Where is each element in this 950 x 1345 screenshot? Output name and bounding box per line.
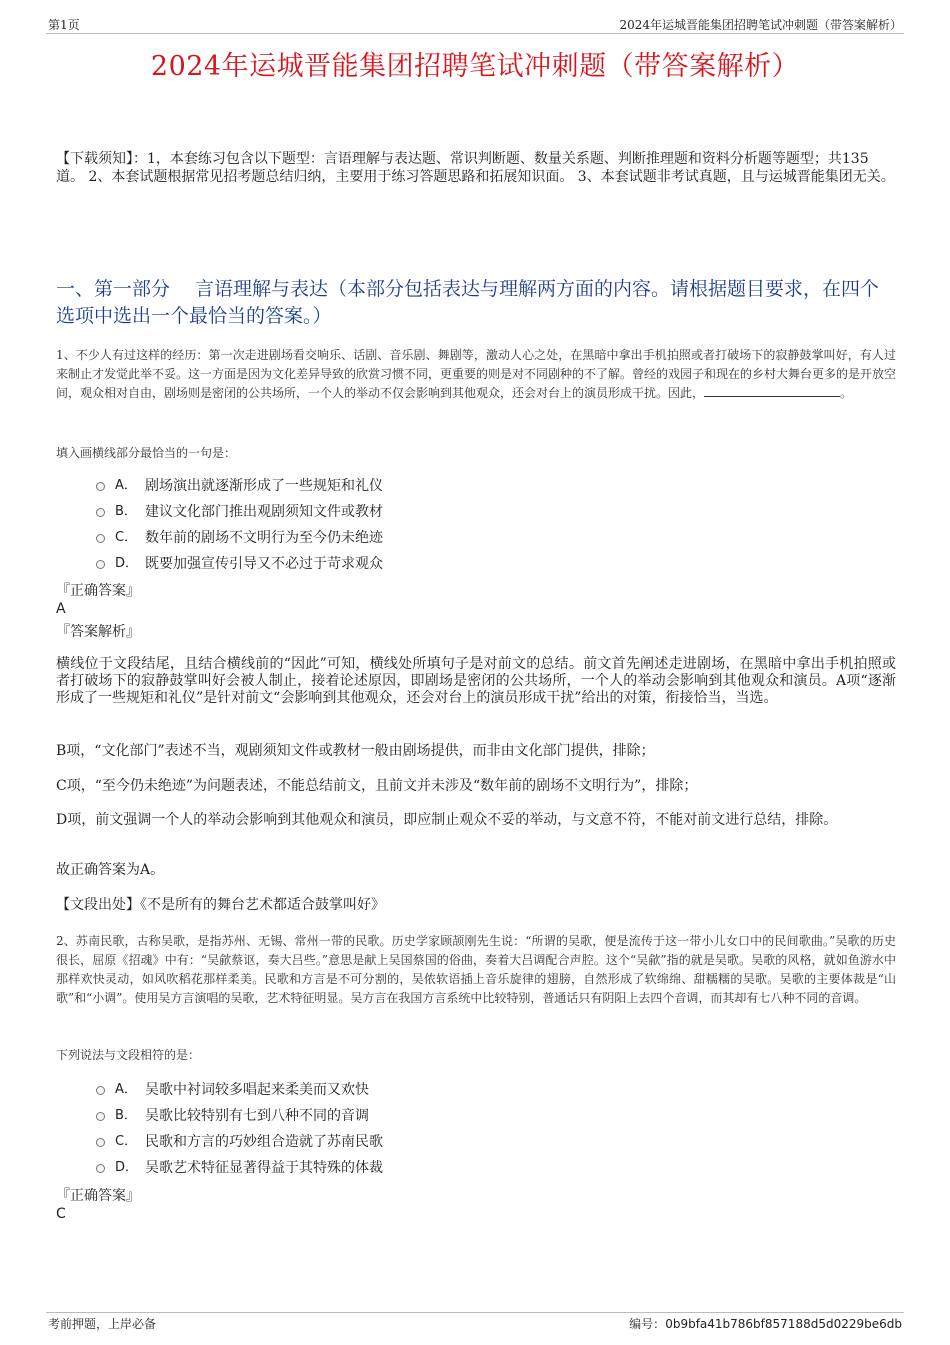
option-key: D．: [115, 556, 139, 571]
analysis-paragraph: B项，“文化部门”表述不当，观剧须知文件或教材一般由剧场提供，而非由文化部门提供，排除；: [56, 743, 655, 759]
radio-icon[interactable]: [96, 1164, 105, 1173]
analysis-paragraph: C项，“至今仍未绝迹”为问题表述，不能总结前文，且前文并未涉及“数年前的剧场不文明行为”，排除；: [56, 778, 698, 794]
option-text: 建议文化部门推出观剧须知文件或教材: [145, 504, 383, 520]
option-key: D．: [115, 1160, 139, 1175]
download-notice: 【下载须知】：1，本套练习包含以下题型：言语理解与表达题、常识判断题、数量关系题、判断推理题和资料分析题等题型；共135道。 2、本套试题根据常见招考题总结归纳，主要用于练习答题思路和拓展知识面。 3、本套试题非考试真题，且与运城晋能集团无关。: [56, 151, 895, 185]
radio-icon[interactable]: [96, 534, 105, 543]
question-2-text: 2、苏南民歌，古称吴歌，是指苏州、无锡、常州一带的民歌。历史学家顾颉刚先生说：“所谓的吴歌，便是流传于这一带小儿女口中的民间歌曲。”吴歌的历史很长，屈原《招魂》中有：“吴歈蔡讴，奏大吕些。”意思是献上吴国蔡国的俗曲，奏着大吕调配合声腔。这个“吴歈”指的就是吴歌。吴歌的风格，就如鱼游水中那样欢快灵动，如风吹稻花那样柔美。民歌和方言是不可分割的，吴侬软语插上音乐旋律的翅膀，自然形成了软绵绵、甜糯糯的吴歌。吴歌的主要体裁是“山歌”和“小调”。使用吴方言演唱的吴歌，艺术特征明显。吴方言在我国方言系统中比较特别，普通话只有阴阳上去四个音调，而其却有七八种不同的音调。: [56, 934, 896, 1005]
question-1-end: 。: [840, 386, 853, 400]
analysis-paragraph: 横线位于文段结尾，且结合横线前的“因此”可知，横线处所填句子是对前文的总结。前文首先阐述走进剧场，在黑暗中拿出手机拍照或者打破场下的寂静鼓掌叫好会被人制止，接着论述原因，即剧场是密闭的公共场所，一个人的举动会影响到其他观众和演员。A项“逐渐形成了一些规矩和礼仪”是针对前文“会影响到其他观众，还会对台上的演员形成干扰”给出的对策，衔接恰当，当选。: [56, 656, 896, 706]
option-key: B．: [115, 1108, 137, 1123]
option-key: B．: [115, 504, 137, 519]
question-2-prompt: 下列说法与文段相符的是：: [56, 1048, 201, 1062]
radio-icon[interactable]: [96, 560, 105, 569]
question-1-answer-label: 『正确答案』: [56, 583, 140, 599]
analysis-conclusion: 故正确答案为A。: [56, 862, 165, 878]
running-title: 2024年运城晋能集团招聘笔试冲刺题（带答案解析）: [619, 18, 902, 32]
question-1-answer: A: [56, 601, 66, 617]
option-text: 民歌和方言的巧妙组合造就了苏南民歌: [145, 1134, 383, 1150]
document-title: 2024年运城晋能集团招聘笔试冲刺题（带答案解析）: [150, 51, 800, 82]
question-1-text: [56, 346, 896, 403]
option-text: 吴歌比较特别有七到八种不同的音调: [145, 1108, 369, 1124]
radio-icon[interactable]: [96, 1138, 105, 1147]
option-text: 剧场演出就逐渐形成了一些规矩和礼仪: [145, 478, 383, 494]
option-key: A．: [115, 1082, 137, 1097]
question-1-analysis-label: 『答案解析』: [56, 624, 140, 640]
option-text: 数年前的剧场不文明行为至今仍未绝迹: [145, 530, 383, 546]
page-header: [46, 14, 904, 34]
page-number: 第1页: [48, 18, 80, 32]
option-text: 既要加强宣传引导又不必过于苛求观众: [145, 556, 383, 572]
document-code: [629, 1315, 902, 1332]
question-1-prompt: 填入画横线部分最恰当的一句是：: [56, 446, 237, 460]
option-key: A．: [115, 478, 137, 493]
question-1-body: 1、不少人有过这样的经历：第一次走进剧场看交响乐、话剧、音乐剧、舞剧等，激动人心之处，在黑暗中拿出手机拍照或者打破场下的寂静鼓掌叫好，有人过来制止才发觉此举不妥。这一方面是因为文化差异导致的欣赏习惯不同，更重要的则是对不同剧种的不了解。曾经的戏园子和现在的乡村大舞台更多的是开放空间，观众相对自由，剧场则是密闭的公共场所，一个人的举动不仅会影响到其他观众，还会对台上的演员形成干扰。因此，: [56, 348, 897, 400]
question-1-source: 【文段出处】《不是所有的舞台艺术都适合鼓掌叫好》: [56, 897, 385, 913]
option-text: 吴歌艺术特征显著得益于其特殊的体裁: [145, 1160, 383, 1176]
footer-slogan: 考前押题，上岸必备: [48, 1317, 157, 1331]
radio-icon[interactable]: [96, 482, 105, 491]
section-heading: 一、第一部分 言语理解与表达（本部分包括表达与理解两方面的内容。请根据题目要求，在四个选项中选出一个最恰当的答案。）: [56, 278, 880, 327]
radio-icon[interactable]: [96, 1086, 105, 1095]
option-key: C．: [115, 1134, 138, 1149]
question-2-answer-label: 『正确答案』: [56, 1188, 140, 1204]
option-text: 吴歌中衬词较多唱起来柔美而又欢快: [145, 1082, 369, 1098]
option-key: C．: [115, 530, 138, 545]
code-value: 0b9bfa41b786bf857188d5d0229be6db: [665, 1317, 902, 1331]
analysis-paragraph: D项，前文强调一个人的举动会影响到其他观众和演员，即应制止观众不妥的举动，与文意不符，不能对前文进行总结，排除。: [56, 812, 838, 828]
question-2-answer: C: [56, 1206, 66, 1222]
radio-icon[interactable]: [96, 508, 105, 517]
code-label: 编号：: [629, 1317, 666, 1331]
radio-icon[interactable]: [96, 1112, 105, 1121]
page-footer: [46, 1312, 904, 1336]
answer-blank: [704, 385, 840, 397]
